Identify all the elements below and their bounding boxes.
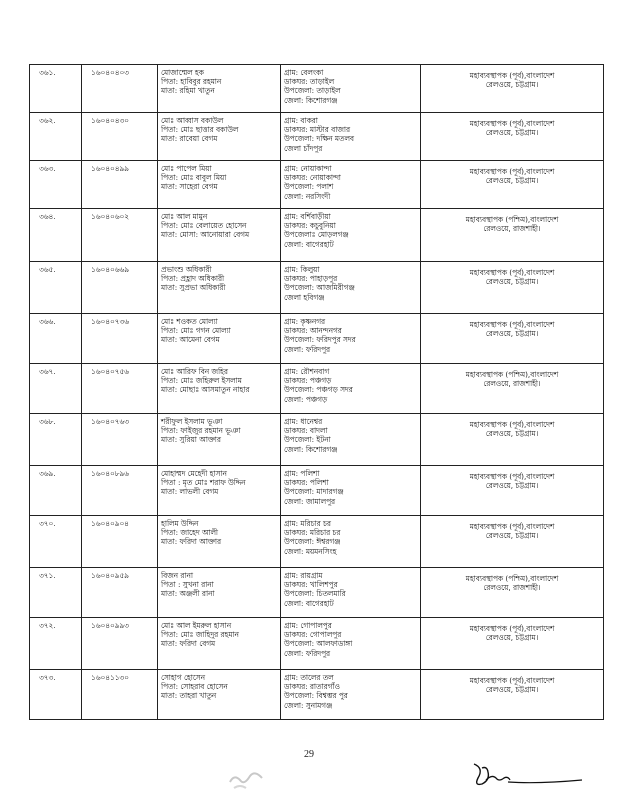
serial-cell [30,314,82,364]
posting-location: রেলওয়ে, রাজশাহী। [483,379,541,389]
roll-number: ১৬০৪০৪৩০ [91,116,129,125]
district: জেলা: ময়মনসিংহ [284,546,337,556]
address-cell [281,466,421,516]
table-row [30,209,604,262]
posting-location: রেলওয়ে, চট্টগ্রাম। [485,685,539,695]
posting-cell [421,262,604,314]
mother-name: মাতা: আমেনা বেগম [161,335,220,345]
posting-office: মহাব্যবস্থাপক (পশ্চিম),বাংলাদেশ [465,215,559,224]
roll-number: ১৬০৪০৯০৪ [91,519,129,528]
posting-location: রেলওয়ে, চট্টগ্রাম। [485,481,539,491]
address-cell [281,670,421,720]
mother-name: মাতা: মোছাঃ আসমাতুন নাহার [161,385,250,395]
serial-number: ৩৭২. [39,621,56,630]
roll-number: ১৬০৪০৭৫৬ [91,367,129,376]
table-row [30,618,604,670]
posting-office: মহাব্যবস্থাপক (পূর্ব),বাংলাদেশ [469,71,555,80]
posting-cell [421,161,604,209]
upazila: উপজেলা: পঞ্চগড় সদর [284,385,353,395]
posting-cell [421,568,604,618]
roll-cell [82,209,158,262]
posting-office: মহাব্যবস্থাপক (পূর্ব),বাংলাদেশ [469,472,555,481]
mother-name: মাতা: রাবেয়া বেগম [161,134,218,144]
candidate-name: মোঃ আল মামুন [161,212,208,221]
serial-number: ৩৭০. [39,519,56,528]
village: গ্রাম: কৃষ্ণনগর [284,317,326,326]
district: জেলা: পঞ্চগড় [284,394,328,404]
serial-cell [30,568,82,618]
name-cell [158,516,281,568]
father-name: পিতা: সোহরাব হোসেন [161,682,228,692]
posting-cell [421,466,604,516]
name-cell [158,670,281,720]
roll-number: ১৬০৪০৯৫৯ [91,571,129,580]
address-cell [281,618,421,670]
candidate-name: প্রভাংশু অধিকারী [161,265,212,274]
district: জেলা: সুনামগঞ্জ [284,700,333,710]
father-name: পিতা: ফাইজুর রহমান ভূঞা [161,426,241,436]
upazila: উপজেলা: ফরিদপুর সদর [284,335,356,345]
mother-name: মাতা: সুপ্রভা অধিকারী [161,283,226,293]
serial-number: ৩৬৭. [39,367,56,376]
village: গ্রাম: নোয়াকান্দা [284,164,332,173]
posting-cell [421,65,604,113]
post-office: ডাকঘর: খালিশপুর [284,580,338,590]
serial-cell [30,618,82,670]
upazila: উপজেলা: আলফাডাঙ্গা [284,639,353,649]
name-cell [158,466,281,516]
post-office: ডাকঘর: নোয়াকান্দা [284,173,341,183]
post-office: ডাকঘর: পাহাড়পুর [284,274,338,284]
address-cell [281,364,421,414]
name-cell [158,209,281,262]
roll-cell [82,161,158,209]
mother-name: মাতা: রহিমা খাতুন [161,86,215,96]
posting-location: রেলওয়ে, রাজশাহী। [483,224,541,234]
posting-location: রেলওয়ে, চট্টগ্রাম। [485,277,539,287]
post-office: ডাকঘর: মাস্টার বাজার [284,125,350,135]
name-cell [158,161,281,209]
district: জেলা: বাগেরহাট [284,598,334,608]
table-row [30,314,604,364]
signature [468,760,588,790]
village: গ্রাম: গোপালপুর [284,621,332,630]
serial-number: ৩৬৬. [39,317,56,326]
village: গ্রাম: বর্শিবাড়ীয়া [284,212,331,221]
address-cell [281,516,421,568]
district: জেলা: ফরিদপুর [284,648,331,658]
serial-cell [30,670,82,720]
district: জেলা: জামালপুর [284,496,336,506]
upazila: উপজেলা: তাড়াইল [284,86,341,96]
posting-office: মহাব্যবস্থাপক (পূর্ব),বাংলাদেশ [469,119,555,128]
candidate-name: মোঃ পাপেল মিয়া [161,164,212,173]
posting-cell [421,516,604,568]
village: গ্রাম: রায়গ্রাম [284,571,323,580]
district: জেলা: বাগেরহাট [284,239,334,249]
father-name: পিতা : মৃত মোঃ শরাফ উদ্দিন [161,478,246,488]
mother-name: মাতা: মোসা: আনোয়ারা বেগম [161,230,250,240]
roll-cell [82,516,158,568]
name-cell [158,262,281,314]
posting-cell [421,364,604,414]
serial-cell [30,516,82,568]
posting-location: রেলওয়ে, চট্টগ্রাম। [485,80,539,90]
table-row [30,65,604,113]
post-office: ডাকঘর: গোপালপুর [284,630,342,640]
serial-cell [30,414,82,466]
candidate-name: সোহাগ হোসেন [161,673,205,682]
posting-cell [421,113,604,161]
name-cell [158,364,281,414]
table-row [30,113,604,161]
candidate-name: শরীফুল ইসলাম ভূঞা [161,417,223,426]
district: জেলা: নরসিংদী [284,191,331,201]
address-cell [281,314,421,364]
name-cell [158,568,281,618]
roll-number: ১৬০৪০৯৯৩ [91,621,129,630]
upazila: উপজেলা: দক্ষিন মতলব [284,134,354,144]
serial-cell [30,262,82,314]
upazila: উপজেলা: ঈশ্বরগঞ্জ [284,537,341,547]
roll-number: ১৬০৪০৭৬৩ [91,417,129,426]
mother-name: মাতা: ফরিদা আক্তার [161,537,221,547]
posting-location: রেলওয়ে, চট্টগ্রাম। [485,176,539,186]
serial-cell [30,364,82,414]
table-row [30,670,604,720]
posting-location: রেলওয়ে, চট্টগ্রাম। [485,531,539,541]
serial-cell [30,161,82,209]
name-cell [158,65,281,113]
district: জেলা: কিশোরগঞ্জ [284,444,338,454]
father-name: পিতা: মোঃ গগন মোল্যা [161,326,231,336]
father-name: পিতা : সুখনা রানা [161,580,214,590]
roll-cell [82,568,158,618]
table-row [30,516,604,568]
roll-cell [82,364,158,414]
serial-number: ৩৬৮. [39,417,56,426]
post-office: ডাকঘর: পঞ্চগড় [284,376,332,386]
father-name: পিতা: মোঃ জাহিদুর রহমান [161,630,239,640]
roll-number: ১৬০৪০৭৩৬ [91,317,129,326]
roll-cell [82,262,158,314]
candidate-name: মোহাম্মদ মেহেদী হাসান [161,469,227,478]
scan-smudge [226,768,266,792]
candidate-name: হালিম উদ্দিন [161,519,199,528]
candidate-name: মোঃ শওকত মোল্যা [161,317,218,326]
candidate-table [29,64,604,720]
roll-number: ১৬০৪০৬০২ [91,212,129,221]
upazila: উপজেলা: আজমিরীগঞ্জ [284,283,355,293]
address-cell [281,568,421,618]
serial-cell [30,65,82,113]
roll-cell [82,670,158,720]
serial-number: ৩৬১. [39,68,56,77]
posting-cell [421,209,604,262]
posting-office: মহাব্যবস্থাপক (পূর্ব),বাংলাদেশ [469,167,555,176]
mother-name: মাতা: সুরিয়া আক্তার [161,435,221,445]
posting-office: মহাব্যবস্থাপক (পশ্চিম),বাংলাদেশ [465,574,559,583]
name-cell [158,113,281,161]
father-name: পিতা: হাবিবুর রহমান [161,77,222,87]
district: জেলা: ফরিদপুর [284,344,331,354]
candidate-name: মোজাম্মেল হক [161,68,204,77]
posting-location: রেলওয়ে, চট্টগ্রাম। [485,329,539,339]
village: গ্রাম: রৌশনবাগ [284,367,330,376]
upazila: উপজেলাঃ মোড়লগঞ্জ [284,230,349,240]
father-name: পিতা: প্রহ্লাদ অধিকারী [161,274,225,284]
serial-number: ৩৭১. [39,571,56,580]
posting-office: মহাব্যবস্থাপক (পশ্চিম),বাংলাদেশ [465,370,559,379]
post-office: ডাকঘর: পলিশা [284,478,329,488]
posting-location: রেলওয়ে, রাজশাহী। [483,583,541,593]
table-row [30,568,604,618]
serial-cell [30,113,82,161]
table-body [30,65,604,720]
table-row [30,466,604,516]
serial-number: ৩৬৩. [39,164,56,173]
posting-cell [421,314,604,364]
district: জেলা: কিশোরগঞ্জ [284,95,338,105]
posting-cell [421,670,604,720]
post-office: ডাকঘর: কচুবুনিয়া [284,221,336,231]
roll-cell [82,414,158,466]
village: গ্রাম: তালের তল [284,673,334,682]
village: গ্রাম: পলিশা [284,469,320,478]
mother-name: মাতা: তাহরা খাতুন [161,691,217,701]
address-cell [281,262,421,314]
upazila: উপজেলা: বিশ্বম্ভর পুর [284,691,348,701]
candidate-name: বিজন রানা [161,571,193,580]
table-row [30,414,604,466]
roll-number: ১৬০৪০৬৬৯ [91,265,129,274]
name-cell [158,618,281,670]
village: গ্রাম: বাকরা [284,116,318,125]
village: গ্রাম: বেলংকা [284,68,324,77]
roll-cell [82,113,158,161]
post-office: ডাকঘর: আনন্দনগর [284,326,342,336]
posting-office: মহাব্যবস্থাপক (পূর্ব),বাংলাদেশ [469,320,555,329]
serial-number: ৩৬৫. [39,265,56,274]
candidate-name: মোঃ আল ইমরুল হাসান [161,621,232,630]
posting-office: মহাব্যবস্থাপক (পূর্ব),বাংলাদেশ [469,522,555,531]
posting-office: মহাব্যবস্থাপক (পূর্ব),বাংলাদেশ [469,676,555,685]
upazila: উপজেলা: পলাশ [284,182,334,192]
candidate-name: মোঃ আব্বাস বকাউল [161,116,224,125]
roll-cell [82,65,158,113]
address-cell [281,414,421,466]
father-name: পিতা: মোঃ বাবুল মিয়া [161,173,227,183]
serial-number: ৩৭৩. [39,673,56,682]
serial-number: ৩৬৪. [39,212,56,221]
post-office: ডাকঘর: বাদলা [284,426,328,436]
posting-office: মহাব্যবস্থাপক (পূর্ব),বাংলাদেশ [469,420,555,429]
father-name: পিতা: জাহেদ আলী [161,528,219,538]
posting-office: মহাব্যবস্থাপক (পূর্ব),বাংলাদেশ [469,268,555,277]
mother-name: মাতা: সাহেরা বেগম [161,182,218,192]
roll-cell [82,314,158,364]
father-name: পিতা: মোঃ ছাত্তার বকাউল [161,125,239,135]
district: জেলা হবিগঞ্জ [284,292,325,302]
village: গ্রাম: ধানেশ্বর [284,417,323,426]
posting-office: মহাব্যবস্থাপক (পূর্ব),বাংলাদেশ [469,624,555,633]
upazila: উপজেলা: চিতলমারি [284,589,346,599]
village: গ্রাম: কিলুয়া [284,265,320,274]
post-office: ডাকঘর: রাতারগাঁও [284,682,340,692]
serial-cell [30,209,82,262]
village: গ্রাম: মরিচার চর [284,519,331,528]
roll-number: ১৬০৪০৪০৩ [91,68,129,77]
name-cell [158,414,281,466]
post-office: ডাকঘর: তাড়াইল [284,77,335,87]
father-name: পিতা: মোঃ বেলায়েত হোসেন [161,221,247,231]
address-cell [281,113,421,161]
address-cell [281,161,421,209]
post-office: ডাকঘর: মরিচার চর [284,528,341,538]
address-cell [281,209,421,262]
table-row [30,262,604,314]
table-row [30,161,604,209]
posting-location: রেলওয়ে, চট্টগ্রাম। [485,429,539,439]
candidate-name: মোঃ আরিফ বিন জহির [161,367,228,376]
roll-cell [82,618,158,670]
roll-number: ১৬০৪১১৩০ [91,673,129,682]
serial-number: ৩৬৯. [39,469,56,478]
mother-name: মাতা: লাভলী বেগম [161,487,219,497]
serial-number: ৩৬২. [39,116,56,125]
posting-cell [421,414,604,466]
upazila: উপজেলা: ইটনা [284,435,331,445]
father-name: পিতা: মোঃ জহিরুল ইসলাম [161,376,242,386]
roll-cell [82,466,158,516]
posting-cell [421,618,604,670]
posting-location: রেলওয়ে, চট্টগ্রাম। [485,633,539,643]
address-cell [281,65,421,113]
roll-number: ১৬০৪০৪৯৯ [91,164,129,173]
posting-location: রেলওয়ে, চট্টগ্রাম। [485,128,539,138]
mother-name: মাতা: অঞ্জলী রানা [161,589,215,599]
mother-name: মাতা: ফরিদা বেগম [161,639,216,649]
table-row [30,364,604,414]
upazila: উপজেলা: মাদারগঞ্জ [284,487,344,497]
name-cell [158,314,281,364]
roll-number: ১৬০৪০৮৯৬ [91,469,129,478]
district: জেলা চাঁদপুর [284,143,323,153]
serial-cell [30,466,82,516]
page-number: 29 [304,749,314,760]
